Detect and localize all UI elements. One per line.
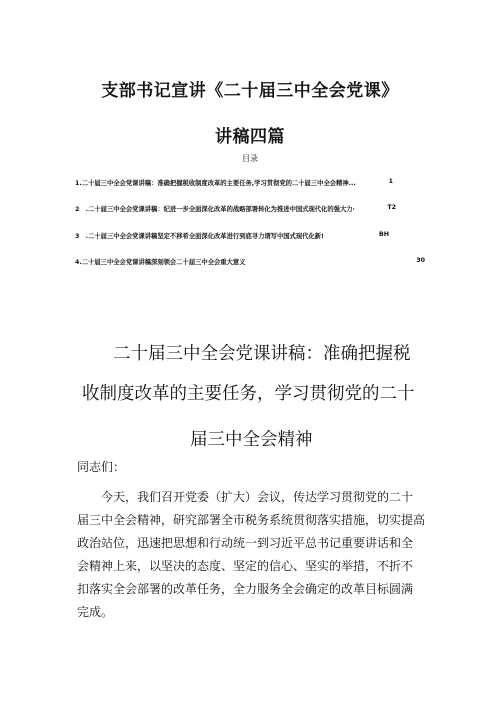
- toc-entry-text: 4.二十届三中全会党课讲稿深刻领会二十届三中全会重大意义: [75, 259, 246, 266]
- paragraph-line: 扣落实全会部署的改革任务，全力服务全会确定的改革目标圆满: [77, 582, 414, 596]
- toc-entry-text: 1.二十届三中全会党课讲稿：准确把握税收制度改革的主要任务,学习贯彻党的二十届三中全会精神...: [75, 180, 356, 187]
- document-title: 支部书记宣讲《二十届三中全会党课》: [101, 81, 399, 101]
- toc-heading: 目录: [242, 154, 258, 163]
- paragraph-line: 完成。: [77, 605, 114, 619]
- paragraph-line: 今天，我们召开党委（扩大）会议，传达学习贯彻党的二十: [101, 490, 414, 504]
- toc-entry-text: 3 .二十届三中全会党课讲稿坚定不移希全面深化改革进行到底寻力谓写中国式现代化新!: [75, 233, 324, 240]
- toc-entry[interactable]: [75, 257, 425, 266]
- section-title-line: 收制度改革的主要任务，学习贯彻党的二十: [82, 384, 415, 404]
- paragraph-line: 会精神上来，以坚决的态度、坚定的信心、坚实的举措，不折不: [77, 559, 414, 573]
- toc-entry-page: 1: [388, 178, 393, 185]
- paragraph-line: 届三中全会精神，研究部署全市税务系统贯彻落实措施，切实提高: [77, 513, 426, 527]
- toc-entry[interactable]: [75, 204, 396, 213]
- toc-entry-text: 2 .二十届三中全会党课讲稿：纪进一步全面深化改革的战略部署转化为推进中国式现代化的强大力·: [75, 206, 355, 213]
- toc-entry-page: T2: [387, 204, 396, 211]
- paragraph-line: 政治站位，迅速把思想和行动统一到习近平总书记重要讲话和全: [77, 536, 414, 550]
- toc-entry[interactable]: [75, 178, 393, 187]
- section-title-line: 届三中全会精神: [190, 430, 313, 450]
- body-paragraph: [77, 486, 433, 624]
- toc-entry[interactable]: [75, 231, 389, 240]
- salutation: 同志们：: [77, 460, 126, 474]
- toc-entry-page: 30: [416, 257, 425, 264]
- section-title-line: 二十届三中全会党课讲稿：准确把握税: [113, 344, 411, 364]
- toc-entry-page: BH: [378, 231, 389, 238]
- document-subtitle: 讲稿四篇: [215, 127, 285, 147]
